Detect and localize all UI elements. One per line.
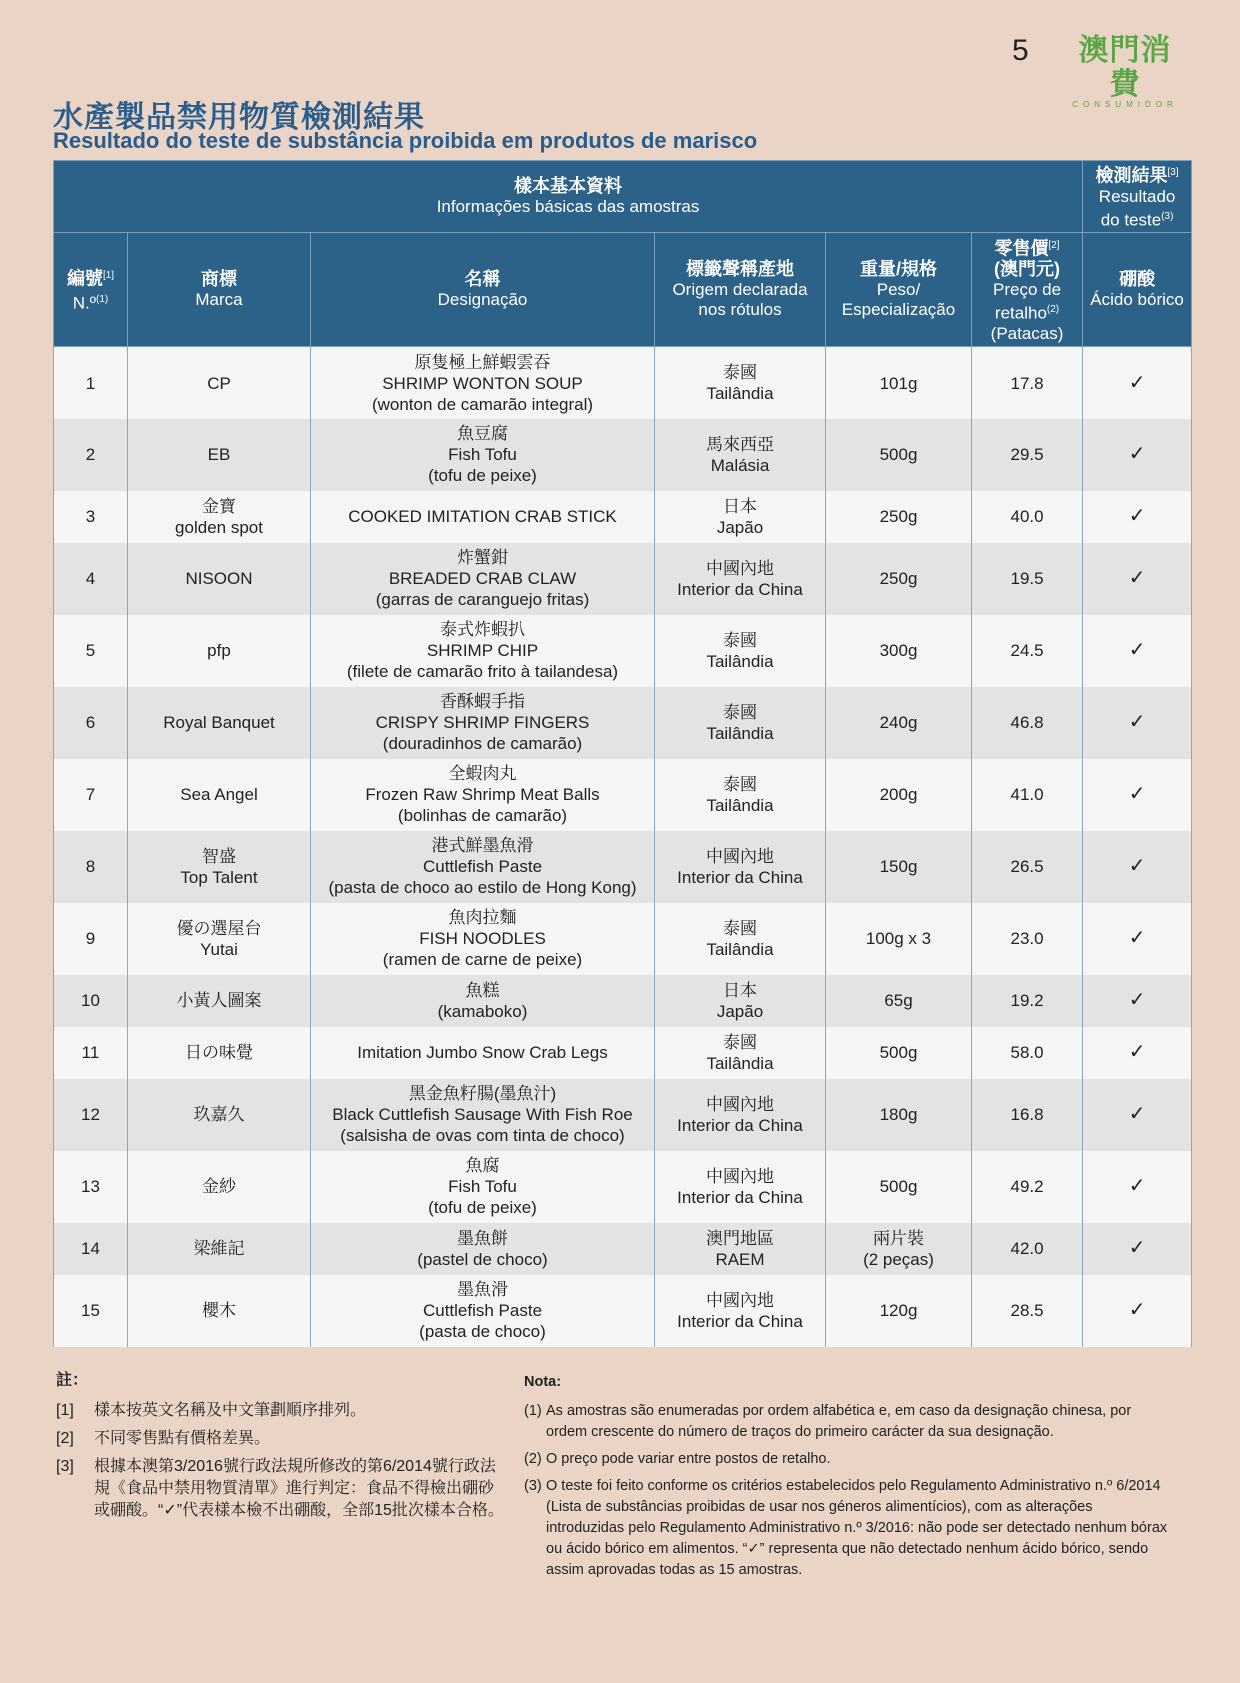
- cell-brand: [128, 975, 311, 1027]
- cell-result-check: ✓: [1083, 1275, 1192, 1347]
- cell-name: [311, 1151, 655, 1223]
- table-row: [54, 615, 1192, 687]
- page-title-zh: 水產製品禁用物質檢測結果: [53, 101, 425, 134]
- cell-origin-line: 馬來西亞: [706, 434, 774, 454]
- cell-name-line: SHRIMP CHIP: [426, 641, 539, 661]
- cell-weight: [826, 543, 972, 615]
- cell-origin-line: Tailândia: [706, 384, 774, 404]
- cell-brand-line: Yutai: [200, 939, 238, 959]
- cell-price: 58.0: [972, 1027, 1083, 1079]
- cell-origin: [655, 1079, 826, 1151]
- cell-origin-line: Malásia: [710, 455, 770, 475]
- cell-name: [311, 1275, 655, 1347]
- cell-brand: [128, 1151, 311, 1223]
- cell-brand-line: golden spot: [175, 517, 263, 537]
- cell-brand: [128, 1079, 311, 1151]
- cell-weight-line: 180g: [879, 1105, 918, 1125]
- cell-result-check: ✓: [1083, 1079, 1192, 1151]
- table-row: [54, 1027, 1192, 1079]
- cell-origin: [655, 975, 826, 1027]
- cell-no: 14: [54, 1223, 128, 1275]
- cell-name: [311, 831, 655, 903]
- table-row: [54, 1151, 1192, 1223]
- cell-price: 23.0: [972, 903, 1083, 975]
- note-item: [524, 1476, 1174, 1581]
- cell-name-line: Black Cuttlefish Sausage With Fish Roe: [332, 1105, 633, 1125]
- cell-name-line: (wonton de camarão integral): [371, 394, 594, 414]
- notes-zh-heading: 註：: [56, 1372, 89, 1389]
- cell-origin-line: 泰國: [723, 918, 757, 938]
- cell-brand-line: 日の味覺: [185, 1043, 253, 1063]
- logo-title: 澳門消費: [1078, 34, 1172, 101]
- cell-price: 26.5: [972, 831, 1083, 903]
- cell-name: [311, 1027, 655, 1079]
- cell-brand-line: 金紗: [202, 1177, 236, 1197]
- note-number: (3): [524, 1478, 542, 1494]
- cell-origin-line: Tailândia: [706, 651, 774, 671]
- cell-weight-line: 500g: [879, 1043, 918, 1063]
- cell-weight: [826, 1151, 972, 1223]
- cell-price: 19.2: [972, 975, 1083, 1027]
- cell-name-line: 炸蟹鉗: [457, 548, 508, 568]
- col-header-boric: 硼酸 Ácido bórico: [1083, 233, 1192, 347]
- cell-name-line: Fish Tofu: [448, 445, 517, 465]
- cell-weight-line: (2 peças): [863, 1249, 934, 1269]
- note-item: [56, 1428, 506, 1450]
- cell-name-line: 魚豆腐: [457, 424, 508, 444]
- cell-result-check: ✓: [1083, 419, 1192, 491]
- cell-weight-line: 101g: [879, 373, 918, 393]
- cell-brand-line: 梁維記: [193, 1239, 245, 1259]
- cell-result-check: ✓: [1083, 1151, 1192, 1223]
- cell-weight: [826, 1027, 972, 1079]
- cell-brand-line: Top Talent: [180, 867, 258, 887]
- cell-name: [311, 903, 655, 975]
- cell-no: 15: [54, 1275, 128, 1347]
- cell-weight: [826, 975, 972, 1027]
- cell-price: 19.5: [972, 543, 1083, 615]
- cell-origin-line: 泰國: [723, 774, 757, 794]
- cell-name: [311, 975, 655, 1027]
- cell-no: 13: [54, 1151, 128, 1223]
- cell-result-check: ✓: [1083, 347, 1192, 419]
- cell-origin-line: Tailândia: [706, 723, 774, 743]
- cell-origin: [655, 687, 826, 759]
- cell-origin: [655, 347, 826, 419]
- cell-brand-line: Sea Angel: [180, 785, 258, 805]
- cell-brand: [128, 1275, 311, 1347]
- cell-origin: [655, 419, 826, 491]
- cell-name-line: 原隻極上鮮蝦雲吞: [414, 352, 551, 372]
- cell-price: 29.5: [972, 419, 1083, 491]
- cell-weight: [826, 1275, 972, 1347]
- cell-weight-line: 240g: [879, 713, 918, 733]
- cell-name-line: 泰式炸蝦扒: [440, 620, 525, 640]
- cell-result-check: ✓: [1083, 1223, 1192, 1275]
- cell-origin-line: 中國內地: [706, 1094, 774, 1114]
- cell-origin-line: 泰國: [723, 363, 757, 383]
- cell-weight: [826, 903, 972, 975]
- cell-name-line: (bolinhas de camarão): [397, 806, 568, 826]
- table-row: [54, 491, 1192, 543]
- cell-no: 12: [54, 1079, 128, 1151]
- cell-origin-line: RAEM: [715, 1249, 765, 1269]
- table-row: [54, 831, 1192, 903]
- cell-brand: [128, 543, 311, 615]
- note-item: [56, 1400, 506, 1422]
- cell-brand: [128, 615, 311, 687]
- cell-origin-line: Tailândia: [706, 795, 774, 815]
- cell-origin-line: Interior da China: [677, 1187, 803, 1207]
- cell-brand-line: 優の選屋台: [176, 918, 262, 938]
- cell-name-line: 魚腐: [465, 1156, 500, 1176]
- cell-name-line: 香酥蝦手指: [440, 692, 525, 712]
- note-text: As amostras são enumeradas por ordem alfabética e, em caso da designação chinesa, por ordem crescente do número de traços do primeiro carácter da sua designação.: [546, 1403, 1132, 1440]
- cell-no: 3: [54, 491, 128, 543]
- cell-name-line: 魚糕: [465, 980, 500, 1000]
- note-text: 不同零售點有價格差異。: [94, 1430, 271, 1447]
- note-number: (2): [524, 1451, 542, 1467]
- cell-price: 46.8: [972, 687, 1083, 759]
- cell-no: 4: [54, 543, 128, 615]
- cell-weight: [826, 347, 972, 419]
- cell-weight-line: 500g: [879, 1177, 918, 1197]
- col-header-no: 編號[1] N.º$^{(1)}$: [54, 233, 128, 347]
- cell-name-line: Frozen Raw Shrimp Meat Balls: [365, 785, 600, 805]
- cell-name-line: 墨魚餅: [457, 1228, 508, 1248]
- cell-origin-line: 泰國: [723, 630, 757, 650]
- results-table: [53, 160, 1192, 1347]
- logo-subtitle: CONSUMIDOR: [1072, 100, 1178, 109]
- cell-weight-line: 500g: [879, 445, 918, 465]
- col-header-price: 零售價[2] (澳門元) Preço de retalho$^{(2)}$ (Patacas): [972, 233, 1083, 347]
- cell-name-line: (ramen de carne de peixe): [382, 950, 583, 970]
- cell-brand: [128, 687, 311, 759]
- table-row: [54, 1223, 1192, 1275]
- cell-name: [311, 347, 655, 419]
- cell-weight: [826, 687, 972, 759]
- cell-no: 2: [54, 419, 128, 491]
- note-number: (1): [524, 1403, 542, 1419]
- cell-origin: [655, 543, 826, 615]
- cell-brand-line: 金寶: [202, 496, 236, 516]
- note-item: [524, 1401, 1174, 1443]
- cell-name-line: 黑金魚籽腸(墨魚汁): [408, 1084, 557, 1104]
- cell-name-line: (salsisha de ovas com tinta de choco): [340, 1126, 625, 1146]
- cell-weight-line: 250g: [879, 569, 918, 589]
- cell-result-check: ✓: [1083, 759, 1192, 831]
- cell-brand-line: 小黃人圖案: [176, 991, 262, 1011]
- cell-name-line: (douradinhos de camarão): [382, 734, 583, 754]
- cell-origin: [655, 903, 826, 975]
- cell-result-check: ✓: [1083, 543, 1192, 615]
- cell-weight: [826, 1079, 972, 1151]
- cell-origin-line: Japão: [716, 1001, 764, 1021]
- cell-weight: [826, 759, 972, 831]
- cell-origin-line: 中國內地: [706, 1166, 774, 1186]
- cell-name: [311, 543, 655, 615]
- col-header-origin: 標籤聲稱產地 Origem declarada nos rótulos: [655, 233, 826, 347]
- cell-name-line: (pastel de choco): [417, 1249, 548, 1269]
- cell-origin-line: Interior da China: [677, 1311, 803, 1331]
- cell-result-check: ✓: [1083, 975, 1192, 1027]
- cell-origin: [655, 491, 826, 543]
- cell-brand-line: NISOON: [185, 569, 253, 589]
- cell-no: 10: [54, 975, 128, 1027]
- cell-result-check: ✓: [1083, 615, 1192, 687]
- cell-weight: [826, 1223, 972, 1275]
- cell-brand-line: Royal Banquet: [163, 713, 275, 733]
- cell-name-line: 墨魚滑: [457, 1280, 508, 1300]
- cell-brand: [128, 491, 311, 543]
- cell-name-line: 港式鮮墨魚滑: [431, 836, 534, 856]
- cell-name-line: Fish Tofu: [448, 1177, 517, 1197]
- cell-name-line: 魚肉拉麵: [448, 908, 517, 928]
- cell-name-line: (kamaboko): [437, 1001, 528, 1021]
- cell-name: [311, 419, 655, 491]
- note-number: [3]: [56, 1458, 74, 1475]
- cell-name-line: Cuttlefish Paste: [422, 857, 543, 877]
- table-row: [54, 1275, 1192, 1347]
- cell-brand-line: 櫻木: [202, 1301, 236, 1321]
- note-text: 根據本澳第3/2016號行政法規所修改的第6/2014號行政法規《食品中禁用物質清單》進行判定：食品不得檢出硼砂或硼酸。“✓”代表樣本檢不出硼酸，全部15批次樣本合格。: [94, 1458, 504, 1519]
- cell-price: 49.2: [972, 1151, 1083, 1223]
- cell-origin-line: 日本: [723, 980, 757, 1000]
- cell-name-line: (tofu de peixe): [428, 466, 537, 486]
- cell-name: [311, 759, 655, 831]
- cell-weight-line: 300g: [879, 641, 918, 661]
- cell-brand-line: CP: [207, 373, 231, 393]
- note-text: O preço pode variar entre postos de retalho.: [546, 1451, 831, 1467]
- table-row: [54, 543, 1192, 615]
- cell-origin: [655, 1151, 826, 1223]
- cell-result-check: ✓: [1083, 831, 1192, 903]
- cell-origin-line: Tailândia: [706, 939, 774, 959]
- cell-origin-line: 中國內地: [706, 558, 774, 578]
- cell-weight-line: 150g: [879, 857, 918, 877]
- cell-name-line: BREADED CRAB CLAW: [388, 569, 577, 589]
- note-item: [524, 1449, 1174, 1470]
- cell-weight-line: 200g: [879, 785, 918, 805]
- cell-origin: [655, 759, 826, 831]
- cell-name: [311, 1079, 655, 1151]
- consumer-logo: [1070, 34, 1180, 109]
- cell-price: 40.0: [972, 491, 1083, 543]
- cell-brand-line: EB: [207, 445, 231, 465]
- cell-origin-line: 日本: [723, 496, 757, 516]
- cell-name: [311, 615, 655, 687]
- note-text: 樣本按英文名稱及中文筆劃順序排列。: [94, 1402, 367, 1419]
- cell-brand: [128, 419, 311, 491]
- cell-no: 11: [54, 1027, 128, 1079]
- col-header-name: 名稱 Designação: [311, 233, 655, 347]
- cell-name-line: (tofu de peixe): [428, 1198, 537, 1218]
- col-header-weight: 重量/規格 Peso/ Especialização: [826, 233, 972, 347]
- notes-portuguese: [524, 1372, 1174, 1587]
- table-row: [54, 759, 1192, 831]
- cell-brand: [128, 347, 311, 419]
- cell-no: 8: [54, 831, 128, 903]
- cell-name-line: SHRIMP WONTON SOUP: [382, 373, 583, 393]
- note-number: [1]: [56, 1402, 74, 1419]
- cell-price: 41.0: [972, 759, 1083, 831]
- cell-brand-line: 智盛: [202, 846, 236, 866]
- cell-weight-line: 兩片裝: [873, 1228, 924, 1248]
- cell-weight-line: 65g: [884, 991, 913, 1011]
- cell-weight: [826, 615, 972, 687]
- table-row: [54, 1079, 1192, 1151]
- cell-origin-line: Interior da China: [677, 1115, 803, 1135]
- cell-origin-line: Interior da China: [677, 579, 803, 599]
- table-row: [54, 347, 1192, 419]
- cell-name: [311, 1223, 655, 1275]
- page-title-pt: Resultado do teste de substância proibida em produtos de marisco: [53, 128, 758, 153]
- cell-weight: [826, 491, 972, 543]
- cell-no: 7: [54, 759, 128, 831]
- cell-price: 17.8: [972, 347, 1083, 419]
- cell-no: 5: [54, 615, 128, 687]
- cell-origin: [655, 831, 826, 903]
- cell-no: 6: [54, 687, 128, 759]
- cell-origin-line: 泰國: [723, 1032, 757, 1052]
- cell-name-line: Imitation Jumbo Snow Crab Legs: [357, 1043, 608, 1063]
- cell-name-line: (pasta de choco ao estilo de Hong Kong): [328, 878, 637, 898]
- note-number: [2]: [56, 1430, 74, 1447]
- cell-name-line: FISH NOODLES: [419, 929, 546, 949]
- cell-brand-line: 玖嘉久: [193, 1105, 245, 1125]
- cell-price: 42.0: [972, 1223, 1083, 1275]
- cell-brand: [128, 759, 311, 831]
- page-number: 5: [1012, 34, 1029, 67]
- cell-origin-line: Tailândia: [706, 1053, 774, 1073]
- table-row: [54, 903, 1192, 975]
- cell-price: 28.5: [972, 1275, 1083, 1347]
- notes-pt-heading: Nota:: [524, 1374, 562, 1390]
- cell-name: [311, 491, 655, 543]
- cell-result-check: ✓: [1083, 491, 1192, 543]
- cell-brand: [128, 1223, 311, 1275]
- cell-origin-line: 中國內地: [706, 846, 774, 866]
- col-header-brand: 商標 Marca: [128, 233, 311, 347]
- cell-weight: [826, 831, 972, 903]
- table-row: [54, 419, 1192, 491]
- cell-brand: [128, 1027, 311, 1079]
- cell-brand: [128, 831, 311, 903]
- cell-no: 1: [54, 347, 128, 419]
- cell-no: 9: [54, 903, 128, 975]
- cell-origin-line: Interior da China: [677, 867, 803, 887]
- cell-origin: [655, 1275, 826, 1347]
- table-row: [54, 687, 1192, 759]
- cell-origin-line: Japão: [716, 517, 764, 537]
- note-text: O teste foi feito conforme os critérios estabelecidos pelo Regulamento Administrativo n.º 6/2014 (Lista de substâncias proibidas de usar nos géneros alimentícios), com as alterações introduzidas pelo Regulamento Administrativo n.º 3/2016: não pode ser detectado nenhum bórax ou ácido bórico em alimentos. “✓” representa que não detectado nenhum ácido bórico, sendo assim aprovadas todas as 15 amostras.: [546, 1478, 1168, 1578]
- cell-origin-line: 澳門地區: [706, 1228, 774, 1248]
- cell-origin-line: 泰國: [723, 702, 757, 722]
- cell-weight-line: 100g x 3: [865, 929, 932, 949]
- cell-name: [311, 687, 655, 759]
- cell-name-line: (garras de caranguejo fritas): [375, 590, 590, 610]
- cell-origin: [655, 1223, 826, 1275]
- cell-name-line: 全蝦肉丸: [448, 764, 517, 784]
- table-row: [54, 975, 1192, 1027]
- cell-origin: [655, 615, 826, 687]
- header-basic-info: 樣本基本資料 Informações básicas das amostras: [54, 161, 1083, 233]
- cell-origin: [655, 1027, 826, 1079]
- cell-price: 24.5: [972, 615, 1083, 687]
- header-test-result: 檢測結果[3] Resultado do teste$^{(3)}$: [1083, 161, 1192, 233]
- cell-brand-line: pfp: [207, 641, 231, 661]
- cell-weight-line: 250g: [879, 507, 918, 527]
- cell-result-check: ✓: [1083, 1027, 1192, 1079]
- notes-chinese: [56, 1370, 506, 1528]
- cell-price: 16.8: [972, 1079, 1083, 1151]
- cell-name-line: COOKED IMITATION CRAB STICK: [348, 507, 617, 527]
- cell-result-check: ✓: [1083, 687, 1192, 759]
- cell-origin-line: 中國內地: [706, 1290, 774, 1310]
- cell-name-line: (filete de camarão frito à tailandesa): [346, 662, 619, 682]
- cell-brand: [128, 903, 311, 975]
- cell-result-check: ✓: [1083, 903, 1192, 975]
- cell-name-line: (pasta de choco): [419, 1322, 546, 1342]
- cell-name-line: CRISPY SHRIMP FINGERS: [375, 713, 590, 733]
- cell-weight-line: 120g: [879, 1301, 918, 1321]
- cell-weight: [826, 419, 972, 491]
- note-item: [56, 1456, 506, 1522]
- cell-name-line: Cuttlefish Paste: [422, 1301, 543, 1321]
